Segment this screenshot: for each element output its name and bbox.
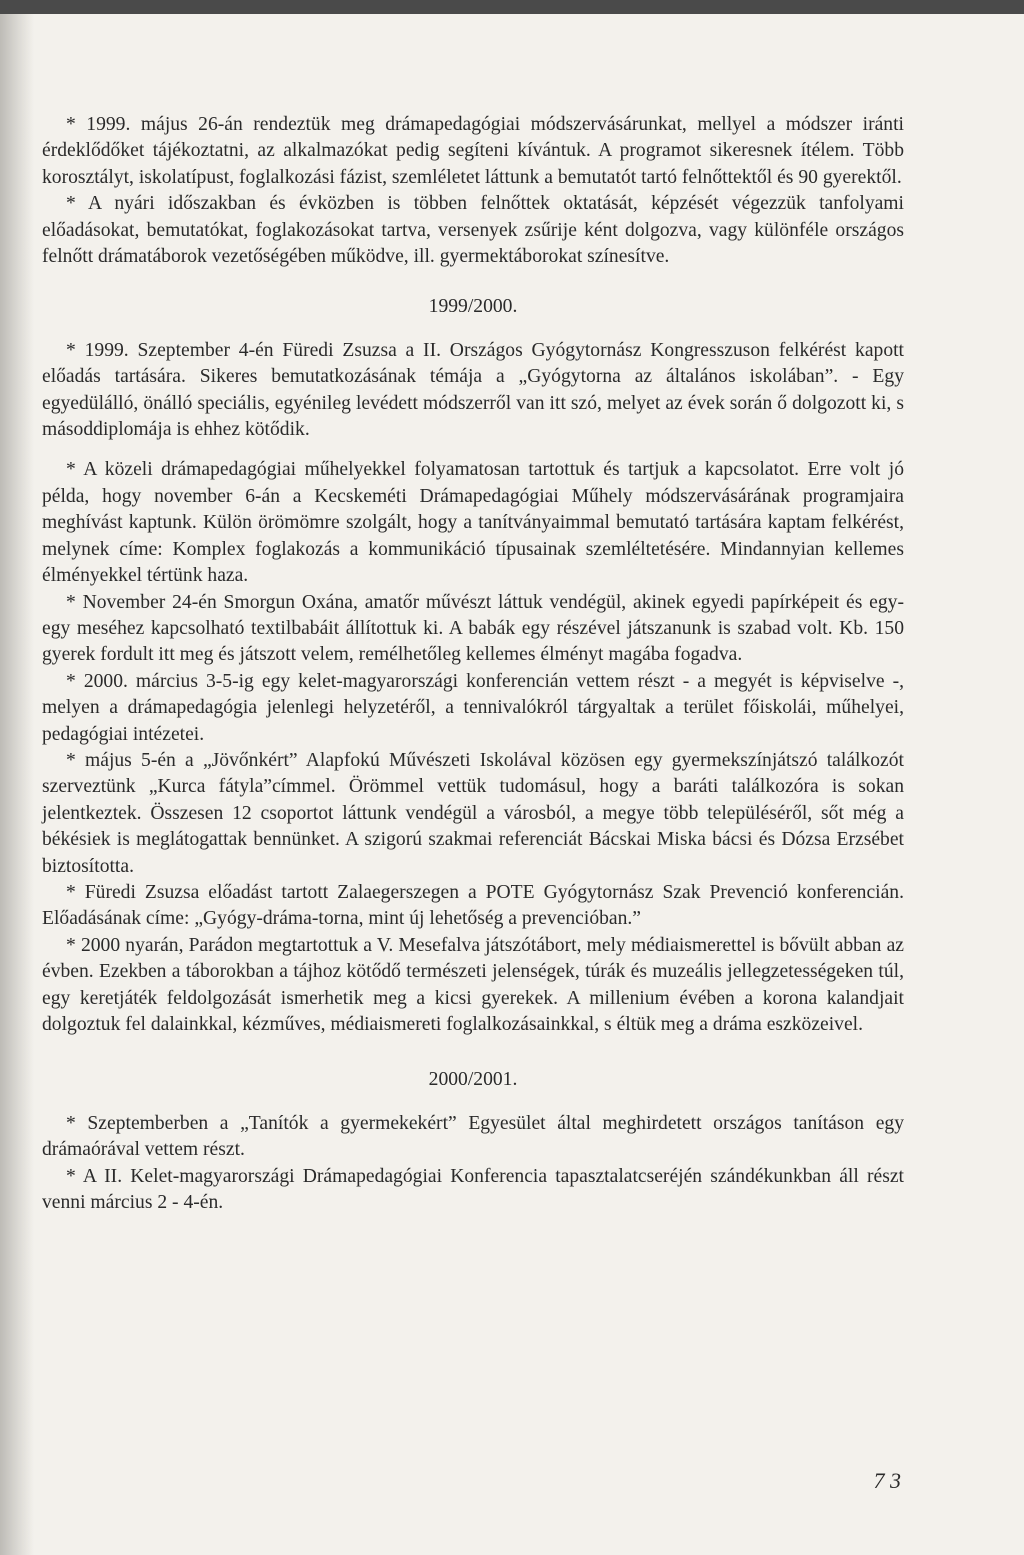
spacer [42, 270, 904, 294]
spacer [42, 321, 904, 338]
section-heading-1999-2000: 1999/2000. [428, 296, 518, 318]
paragraph-conference-plan: * A II. Kelet-magyarországi Drámapedagógiai Konferencia tapasztalatcseréjén szándékunkban áll részt venni március 2 - 4-én. [42, 1165, 904, 1214]
paragraph-summer-camp: * 2000 nyarán, Parádon megtartottuk a V. Mesefalva játszótábort, mely médiaismerettel is bővült abban az évben. Ezekben a táborokban a tájhoz kötődő természeti jelenségek, túrák és muzeális jellegzetességeken túl, egy keretjáték feldolgozását ismerhetik meg a kicsi gyerekek. A millenium évében a korona kalandjait dolgoztuk fel dalainkkal, kézműves, médiaismereti foglalkozásainkkal, s éltük meg a dráma eszközeivel. [42, 934, 904, 1035]
spacer [42, 443, 904, 457]
scan-top-edge [0, 0, 1024, 14]
page-gutter-shadow [0, 14, 34, 1555]
page-number: 7 3 [873, 1468, 901, 1493]
spacer [42, 1038, 904, 1067]
paragraph-march-conference: * 2000. március 3-5-ig egy kelet-magyarországi konferencián vettem részt - a megyét is képviselve -, melyen a drámapedagógia jelenlegi helyzetéről, a tennivalókról tárgyaltak a terület főiskolái, műhelyei, pedagógiai intézetei. [42, 670, 904, 745]
section-heading-2000-2001: 2000/2001. [428, 1069, 518, 1091]
paragraph-physiotherapy-congress: * 1999. Szeptember 4-én Füredi Zsuzsa a II. Országos Gyógytornász Kongresszuson felkérést kapott előadás tartására. Sikeres bemutatkozásának témája a „Gyógytorna az általános iskolában”. - Egy egyedülálló, önálló speciális, egyénileg levédett módszerről van itt szó, melyet az évek során ő dolgozott ki, s másoddiplomája is ehhez kötődik. [42, 339, 904, 441]
document-page [42, 112, 904, 1216]
paragraph-adult-training: * A nyári időszakban és évközben is többen felnőttek oktatását, képzését végezzük tanfolyami előadásokat, bemutatókat, foglakozásokat tartva, versenyek zsűrije ként dolgozva, vagy különféle országos felnőtt drámatáborok vezetőségében működve, ill. gyermektáborokat színesítve. [42, 193, 904, 268]
paragraph-september-teaching: * Szeptemberben a „Tanítók a gyermekekért” Egyesület által meghirdetett országos tanításon egy drámaórával vettem részt. [42, 1112, 904, 1161]
paragraph-workshops: * A közeli drámapedagógiai műhelyekkel folyamatosan tartottuk és tartjuk a kapcsolatot. Erre volt jó példa, hogy november 6-án a Kecskeméti Drámapedagógiai Műhely módszervásárának programjaira meghívást kaptunk. Külön örömömre szolgált, hogy a tanítványaimmal bemutató tartására kaptam felkérést, melynek címe: Komplex foglakozás a kommunikáció típusainak szemléltetésére. Mindannyian kellemes élményekkel tértünk haza. [42, 459, 904, 587]
paragraph-zalaegerszeg-lecture: * Füredi Zsuzsa előadást tartott Zalaegerszegen a POTE Gyógytornász Szak Prevenció konferencián. Előadásának címe: „Gyógy-dráma-torna, mint új lehetőség a prevencióban.” [42, 881, 904, 930]
paragraph-methods-fair: * 1999. május 26-án rendeztük meg drámapedagógiai módszervásárunkat, mellyel a módszer iránti érdeklődőket tájékoztatni, az alkalmazókat pedig segíteni kívántuk. A programot sikeresnek ítélem. Több korosztályt, iskolatípust, foglalkozási fázist, szemléletet láttunk a bemutatót tartó felnőttektől és 90 gyerektől. [42, 114, 904, 188]
paragraph-may-theatre-meeting: * május 5-én a „Jövőnkért” Alapfokú Művészeti Iskolával közösen egy gyermekszínjátszó találkozót szerveztünk „Kurca fátyla”címmel. Örömmel vettük tudomásul, hogy a baráti találkozóra is sokan jelentkeztek. Összesen 12 csoportot láttunk vendégül a városból, a megye több településéről, sőt még a békésiek is meglátogattak bennünket. A szigorú szakmai referenciát Bácskai Miska bácsi és Dózsa Erzsébet biztosította. [42, 749, 904, 877]
spacer [42, 1094, 904, 1111]
paragraph-november-exhibition: * November 24-én Smorgun Oxána, amatőr művészt láttuk vendégül, akinek egyedi papírképeit és egy-egy meséhez kapcsolható textilbabáit állítottuk ki. A babák egy részével játszanunk is szabad volt. Kb. 150 gyerek fordult itt meg és játszott velem, remélhetőleg kellemes élményt magába fogadva. [42, 591, 904, 666]
